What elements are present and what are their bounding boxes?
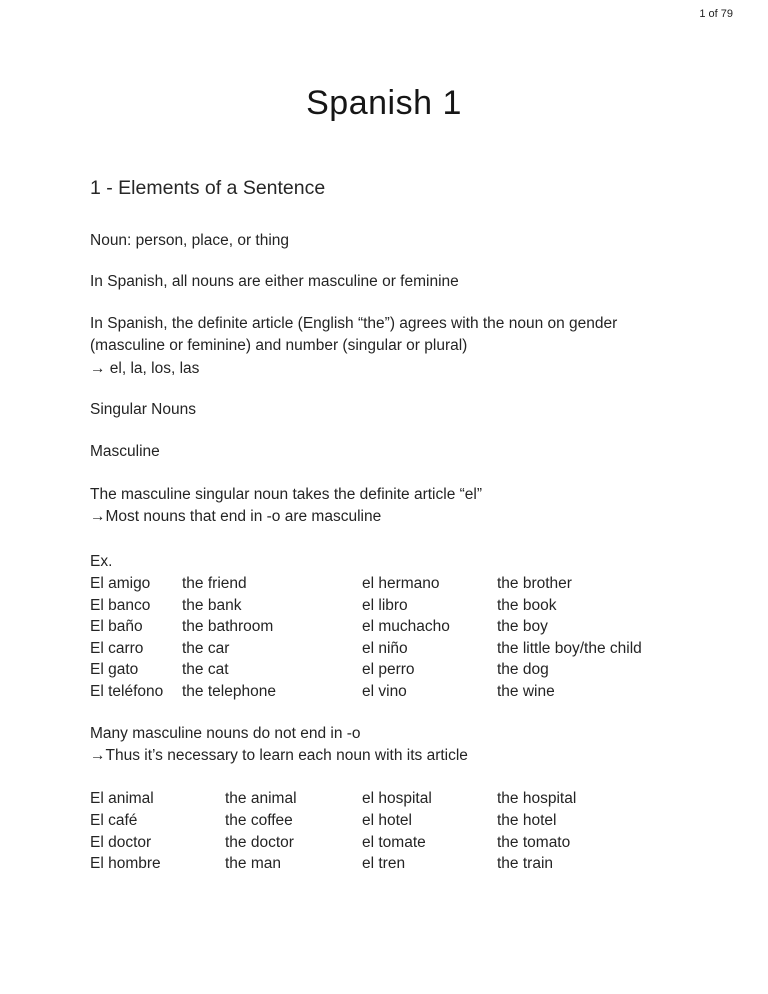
vocab-es: El doctor <box>90 833 152 851</box>
vocab-en: the wine <box>497 683 555 701</box>
paragraph-line: (masculine or feminine) and number (singular or plural) <box>90 337 468 355</box>
subheading-singular-nouns: Singular Nouns <box>90 401 196 419</box>
vocab-es: El teléfono <box>90 683 164 701</box>
vocab-en: the hospital <box>497 790 577 808</box>
vocab-es: el niño <box>362 639 408 657</box>
vocab-en: the telephone <box>182 683 276 701</box>
vocab-es: el tomate <box>362 833 426 851</box>
table-row <box>90 573 720 595</box>
vocab-es: El amigo <box>90 575 151 593</box>
vocab-en: the little boy/the child <box>497 639 642 657</box>
vocab-en: the hotel <box>497 812 557 830</box>
vocab-en: the bathroom <box>182 618 274 636</box>
table-row <box>90 638 720 660</box>
paragraph-line: → el, la, los, las <box>90 359 200 377</box>
table-row <box>90 616 720 638</box>
paragraph-definite-article <box>90 313 720 380</box>
vocab-es: el tren <box>362 855 406 873</box>
vocab-en: the dog <box>497 661 549 679</box>
vocab-en: the coffee <box>225 812 293 830</box>
vocab-en: the train <box>497 855 554 873</box>
vocab-es: El hombre <box>90 855 161 873</box>
paragraph-line: In Spanish, the definite article (English “the”) agrees with the noun on gender <box>90 314 618 332</box>
paragraph-line: →Most nouns that end in -o are masculine <box>90 508 382 526</box>
paragraph-line: The masculine singular noun takes the definite article “el” <box>90 485 483 503</box>
vocab-es: el hermano <box>362 575 440 593</box>
section-heading: 1 - Elements of a Sentence <box>90 177 326 199</box>
vocab-es: el muchacho <box>362 618 450 636</box>
vocab-en: the tomato <box>497 833 571 851</box>
vocab-table-masculine-examples <box>90 573 720 703</box>
vocab-es: El carro <box>90 639 144 657</box>
table-row <box>90 595 720 617</box>
vocab-en: the boy <box>497 618 548 636</box>
paragraph-many-masculine <box>90 723 720 768</box>
vocab-es: El baño <box>90 618 143 636</box>
document-title: Spanish 1 <box>306 84 462 122</box>
vocab-es: El banco <box>90 596 151 614</box>
paragraph-noun-definition: Noun: person, place, or thing <box>90 232 290 249</box>
subheading-masculine: Masculine <box>90 443 160 461</box>
vocab-es: El gato <box>90 661 139 679</box>
vocab-es: el hospital <box>362 790 432 808</box>
vocab-en: the doctor <box>225 833 294 851</box>
vocab-en: the brother <box>497 575 572 593</box>
example-label: Ex. <box>90 552 113 570</box>
paragraph-line: →Thus it’s necessary to learn each noun with its article <box>90 747 468 765</box>
paragraph-line: Many masculine nouns do not end in -o <box>90 724 361 742</box>
vocab-es: el hotel <box>362 812 412 830</box>
paragraph-gender-note: In Spanish, all nouns are either masculine or feminine <box>90 273 459 291</box>
vocab-en: the book <box>497 596 557 614</box>
vocab-es: el libro <box>362 596 408 614</box>
vocab-en: the man <box>225 855 282 873</box>
vocab-en: the bank <box>182 596 242 614</box>
vocab-en: the car <box>182 639 230 657</box>
table-row <box>90 810 720 832</box>
vocab-en: the animal <box>225 790 297 808</box>
vocab-en: the friend <box>182 575 247 593</box>
table-row <box>90 853 720 875</box>
vocab-es: el perro <box>362 661 415 679</box>
table-row <box>90 659 720 681</box>
vocab-es: el vino <box>362 683 407 701</box>
table-row <box>90 681 720 703</box>
vocab-es: El animal <box>90 790 154 808</box>
vocab-es: El café <box>90 812 138 830</box>
vocab-table-non-o-nouns <box>90 788 720 874</box>
table-row <box>90 788 720 810</box>
vocab-en: the cat <box>182 661 229 679</box>
page-number: 1 of 79 <box>699 8 733 20</box>
table-row <box>90 832 720 854</box>
paragraph-masculine-rule <box>90 484 720 529</box>
